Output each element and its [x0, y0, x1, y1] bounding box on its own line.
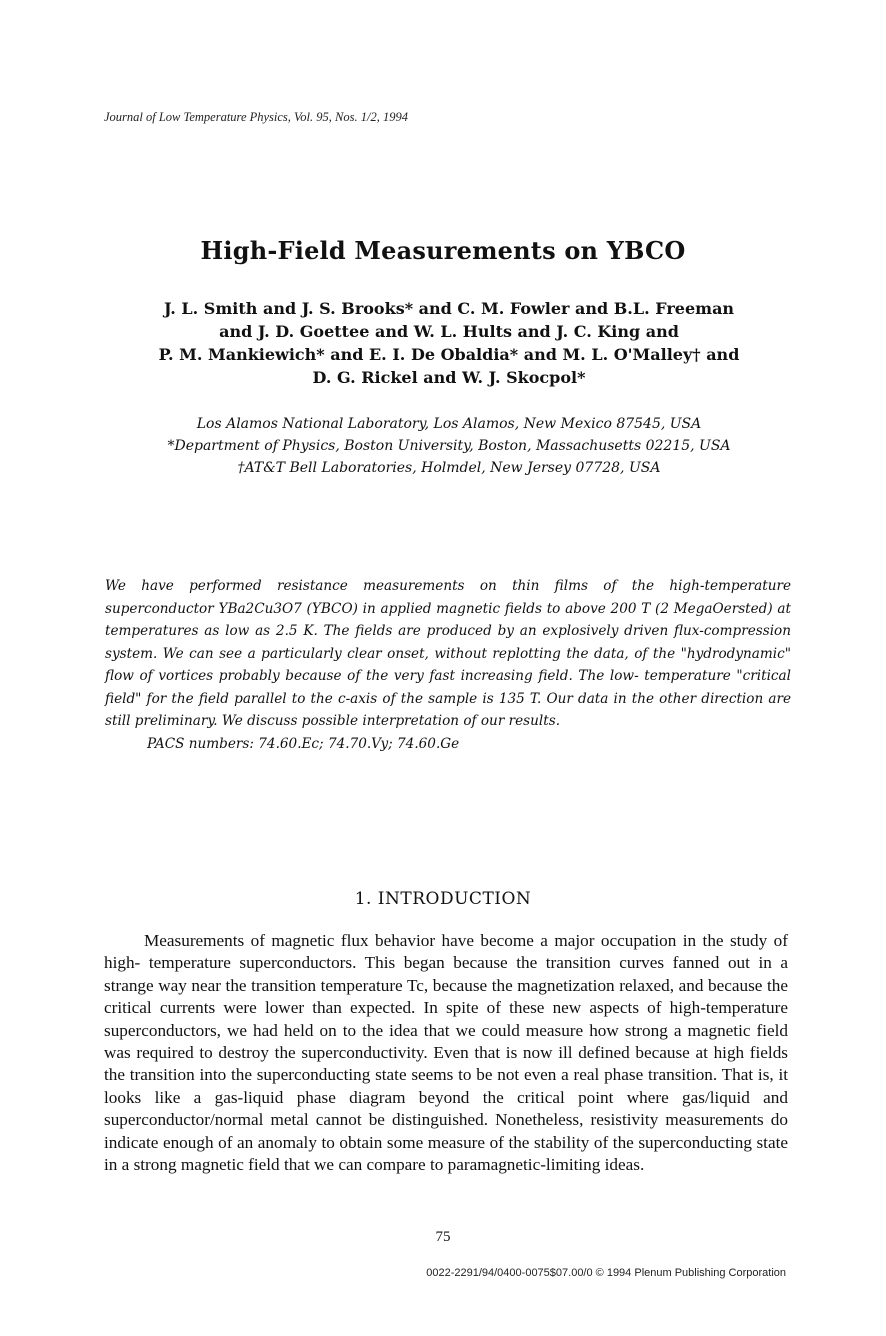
abstract	[105, 575, 791, 755]
affiliation-line: Los Alamos National Laboratory, Los Alamos, New Mexico 87545, USA	[196, 416, 702, 432]
author-line: P. M. Mankiewich* and E. I. De Obaldia* and M. L. O'Malley† and	[158, 345, 740, 364]
affiliation-line: †AT&T Bell Laboratories, Holmdel, New Jersey 07728, USA	[237, 460, 661, 476]
paper-title: High-Field Measurements on YBCO	[200, 236, 686, 265]
author-line: and J. D. Goettee and W. L. Hults and J. C. King and	[219, 322, 679, 341]
author-line: D. G. Rickel and W. J. Skocpol*	[312, 368, 586, 387]
author-line: J. L. Smith and J. S. Brooks* and C. M. Fowler and B.L. Freeman	[163, 299, 735, 318]
page-number: 75	[435, 1229, 451, 1245]
pacs-numbers: PACS numbers: 74.60.Ec; 74.70.Vy; 74.60.Ge	[147, 735, 460, 752]
section-heading: 1. INTRODUCTION	[354, 889, 532, 909]
intro-paragraph: Measurements of magnetic flux behavior have become a major occupation in the study of high- temperature superconductors. This began because the transition curves fanned out in a strange way near the transition temperature Tc, because the magnetization relaxed, and because the critical currents were lower than expected. In spite of these new aspects of high-temperature superconductors, we had held on to the idea that we could measure how strong a magnetic field was required to destroy the superconductivity. Even that is now ill defined because at high fields the transition into the superconducting state seems to be not even a real phase transition. That is, it looks like a gas-liquid phase diagram beyond the critical point where gas/liquid and superconductor/normal metal cannot be distinguished. Nonetheless, resistivity measurements do indicate enough of an anomaly to obtain some measure of the stability of the superconducting state in a strong magnetic field that we can compare to paramagnetic-limiting ideas.	[104, 931, 788, 1175]
affiliation-list	[105, 413, 793, 479]
journal-citation: Journal of Low Temperature Physics, Vol. 95, Nos. 1/2, 1994	[104, 110, 408, 124]
affiliation-line: *Department of Physics, Boston University, Boston, Massachusetts 02215, USA	[167, 438, 731, 454]
copyright-line: 0022-2291/94/0400-0075$07.00/0 © 1994 Plenum Publishing Corporation	[426, 1267, 786, 1279]
author-list	[105, 297, 793, 389]
abstract-text: We have performed resistance measurements on thin films of the high-temperature superconductor YBa2Cu3O7 (YBCO) in applied magnetic fields to above 200 T (2 MegaOersted) at temperatures as low as 2.5 K. The fields are produced by an explosively driven flux-compression system. We can see a particularly clear onset, without replotting the data, of the "hydrodynamic" flow of vortices probably because of the very fast increasing field. The low- temperature "critical field" for the field parallel to the c-axis of the sample is 135 T. Our data in the other direction are still preliminary. We discuss possible interpretation of our results.	[105, 578, 791, 729]
